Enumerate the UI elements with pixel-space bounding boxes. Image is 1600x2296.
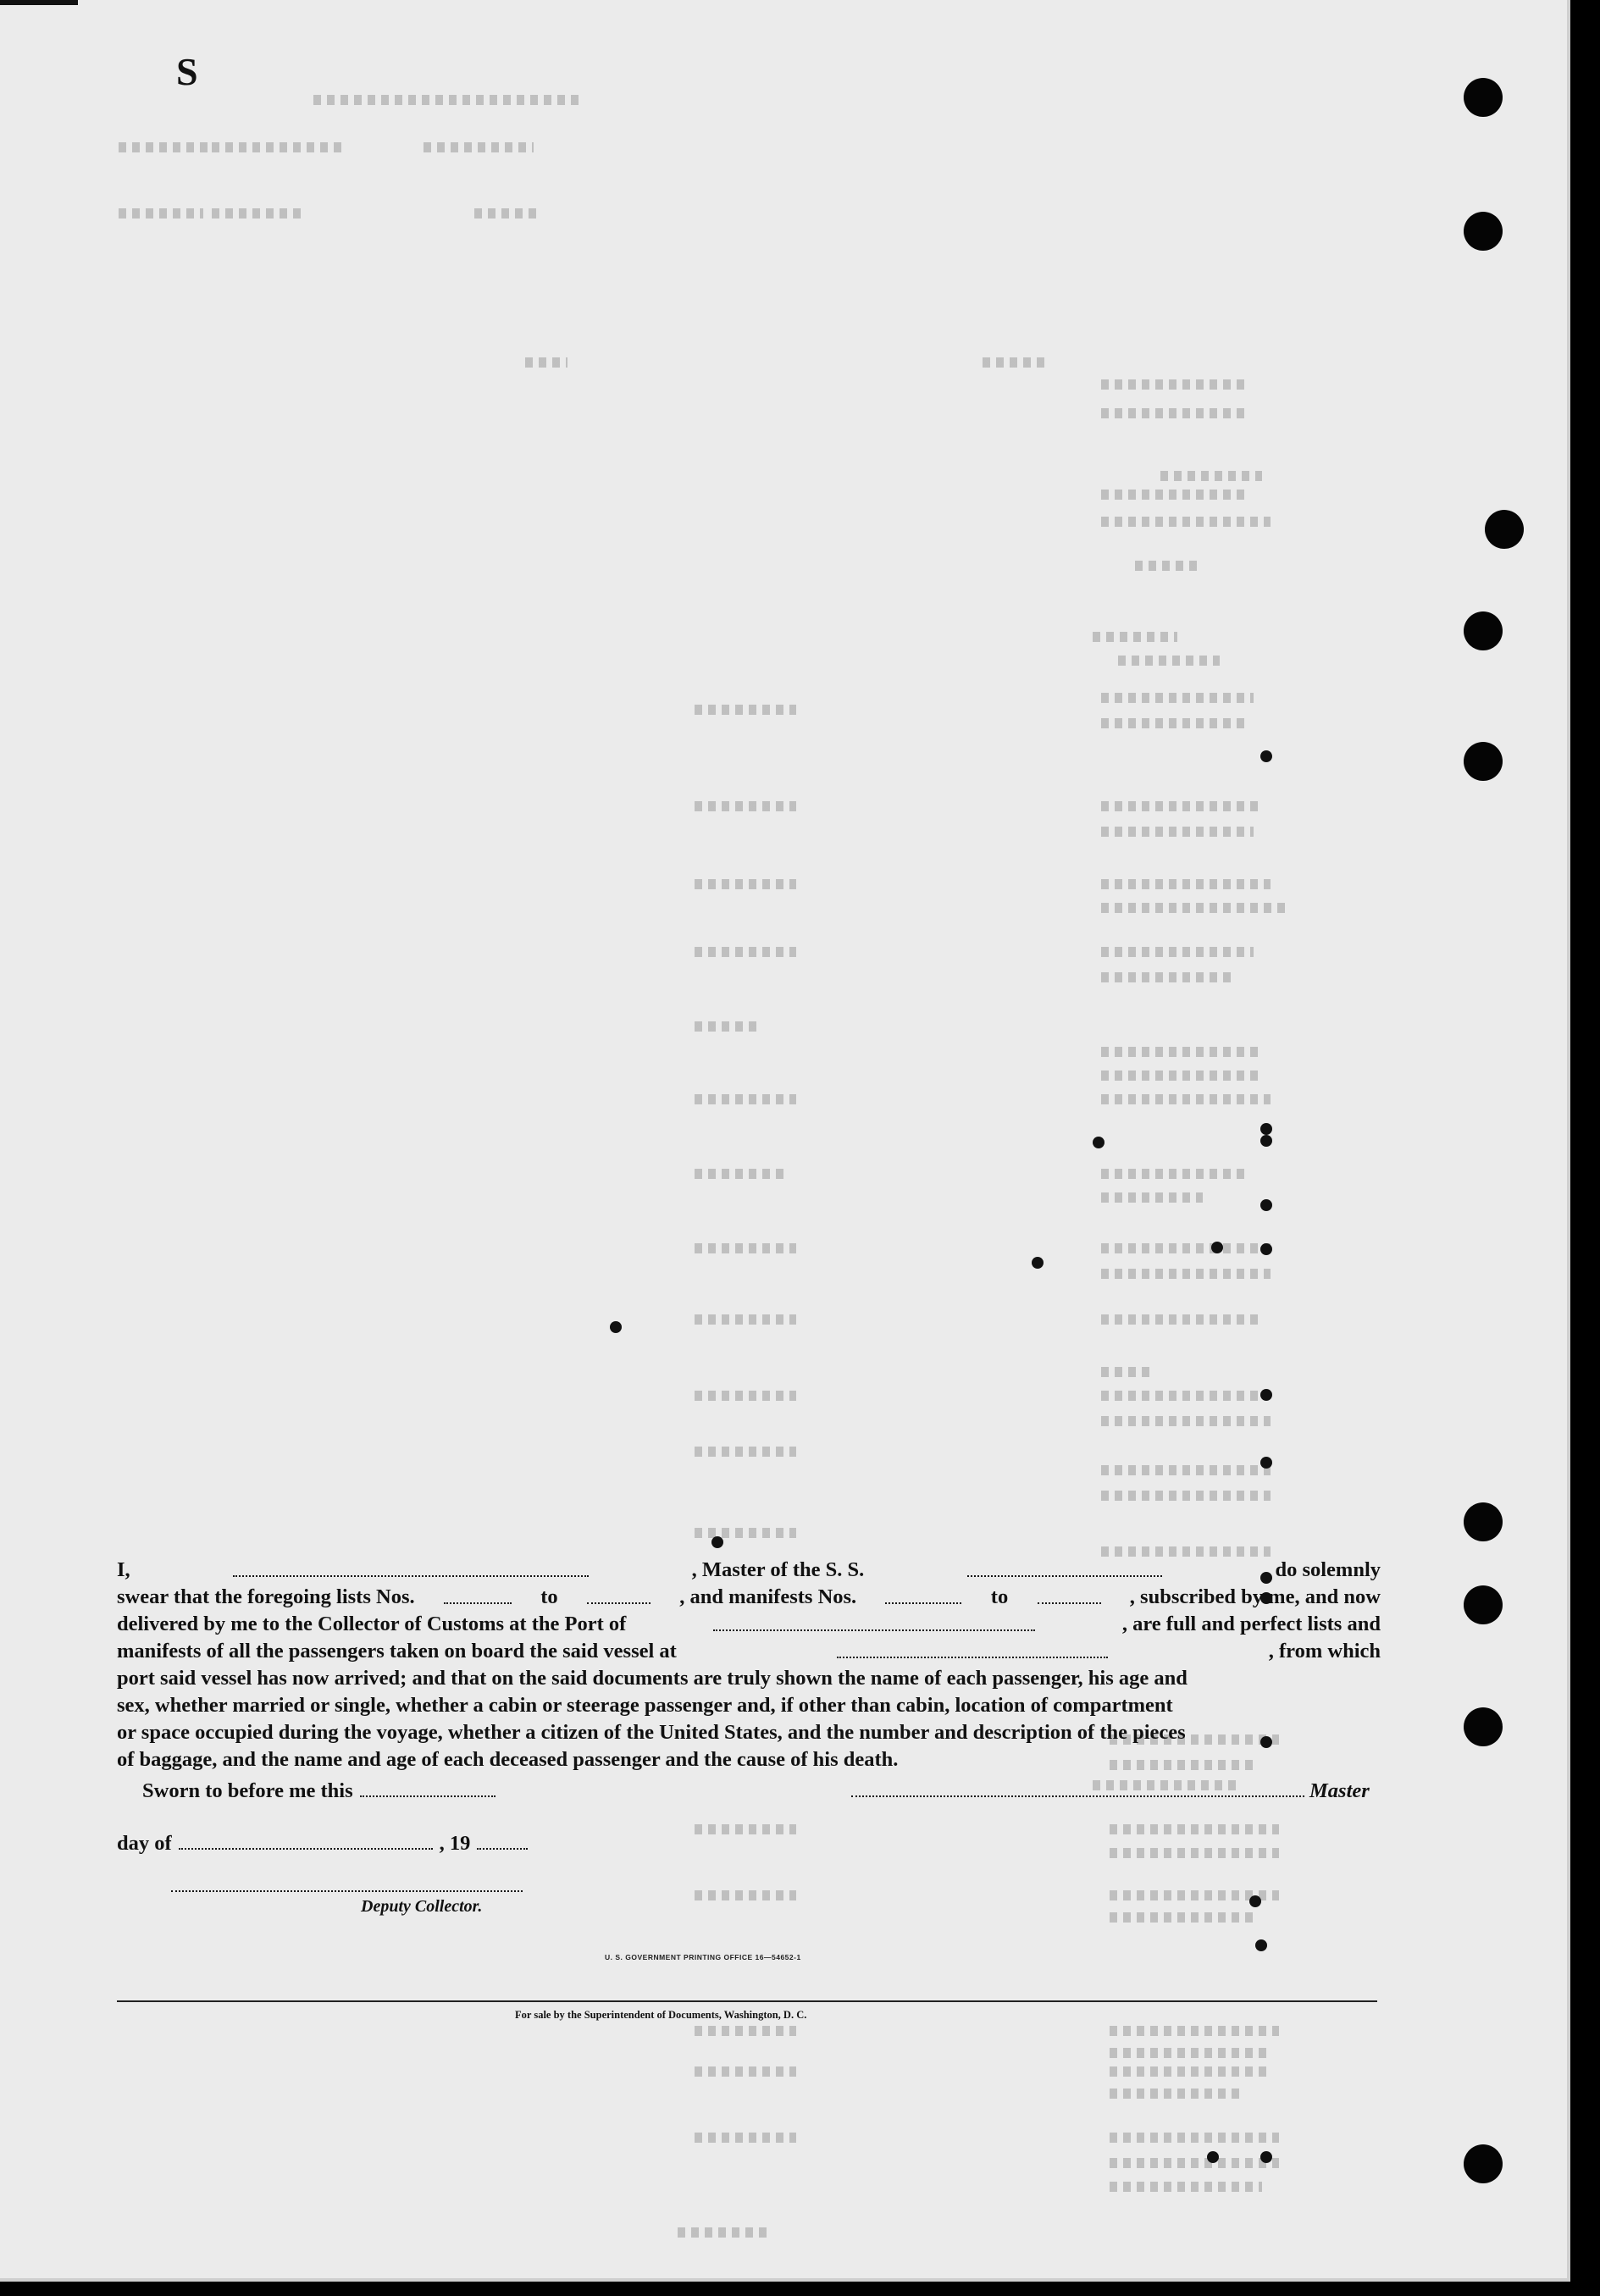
manifest-from-blank bbox=[885, 1584, 961, 1604]
year-blank bbox=[477, 1829, 528, 1850]
master-signature bbox=[851, 1777, 1370, 1803]
ink-dot bbox=[1032, 1257, 1044, 1269]
oath-line: sex, whether married or single, whether a cabin or steerage passenger and, if other than cabin, location of compartment bbox=[117, 1694, 1173, 1717]
oath-line bbox=[117, 1611, 1381, 1638]
footer-rule bbox=[117, 2000, 1377, 2002]
oath-manifests-all: manifests of all the passengers taken on board the said vessel at bbox=[117, 1640, 677, 1663]
ink-dot bbox=[1260, 2151, 1272, 2163]
master-name-blank bbox=[233, 1557, 589, 1577]
ink-dot bbox=[1260, 1199, 1272, 1211]
port-blank bbox=[713, 1611, 1035, 1631]
manifest-to-blank bbox=[1038, 1584, 1101, 1604]
sworn-day-blank bbox=[360, 1777, 496, 1797]
day-of-label: day of bbox=[117, 1832, 172, 1855]
oath-delivered: delivered by me to the Collector of Customs at the Port of bbox=[117, 1613, 627, 1635]
oath-line bbox=[117, 1557, 1381, 1584]
corner-mark: S bbox=[176, 50, 198, 93]
ink-dot bbox=[1255, 1939, 1267, 1951]
ink-dot bbox=[1260, 1135, 1272, 1147]
list-from-blank bbox=[444, 1584, 512, 1604]
oath-line: of baggage, and the name and age of each deceased passenger and the cause of his death. bbox=[117, 1748, 899, 1771]
ink-dot bbox=[1260, 1123, 1272, 1135]
oath-from-which: , from which bbox=[1268, 1640, 1381, 1663]
master-signature-blank bbox=[851, 1777, 1304, 1797]
sworn-label: Sworn to before me this bbox=[142, 1779, 353, 1802]
for-sale-notice: For sale by the Superintendent of Documents, Washington, D. C. bbox=[515, 2009, 807, 2021]
day-of-line bbox=[117, 1829, 528, 1856]
month-blank bbox=[179, 1829, 433, 1850]
oath-line: or space occupied during the voyage, whether a citizen of the United States, and the number and description of the pieces bbox=[117, 1721, 1186, 1744]
ink-dot bbox=[610, 1321, 622, 1333]
oath-manifests: , and manifests Nos. bbox=[679, 1585, 857, 1608]
master-label: Master bbox=[1309, 1779, 1370, 1802]
ink-dot bbox=[1093, 1137, 1104, 1148]
year-prefix: , 19 bbox=[439, 1832, 471, 1855]
oath-to: to bbox=[540, 1585, 558, 1608]
ink-dot bbox=[1207, 2151, 1219, 2163]
deputy-signature-blank bbox=[171, 1890, 523, 1892]
master-oath bbox=[117, 1557, 1381, 1773]
ink-dot bbox=[1260, 1457, 1272, 1469]
oath-line: port said vessel has now arrived; and that on the said documents are truly shown the name of each passenger, his age and bbox=[117, 1667, 1188, 1690]
oath-full: , are full and perfect lists and bbox=[1121, 1613, 1381, 1635]
ink-dot bbox=[1260, 1389, 1272, 1401]
ink-dot bbox=[711, 1536, 723, 1548]
oath-solemnly: , do solemnly bbox=[1265, 1558, 1381, 1581]
ink-dot bbox=[1249, 1895, 1261, 1907]
oath-line bbox=[117, 1584, 1381, 1611]
list-to-blank bbox=[587, 1584, 651, 1604]
printer-imprint: U. S. GOVERNMENT PRINTING OFFICE 16—54652-1 bbox=[605, 1953, 801, 1961]
deputy-collector-label: Deputy Collector. bbox=[361, 1897, 483, 1916]
oath-to: to bbox=[990, 1585, 1009, 1608]
sworn-line bbox=[142, 1777, 496, 1803]
oath-swear: swear that the foregoing lists Nos. bbox=[117, 1585, 415, 1608]
ink-dot bbox=[1211, 1242, 1223, 1253]
ink-dot bbox=[1260, 1243, 1272, 1255]
oath-i: I, bbox=[117, 1558, 130, 1581]
oath-subscribed: , subscribed by me, and now bbox=[1129, 1585, 1381, 1608]
oath-master-of: , Master of the S. S. bbox=[691, 1558, 865, 1581]
ship-name-blank bbox=[967, 1557, 1162, 1577]
ink-dot bbox=[1260, 750, 1272, 762]
departure-port-blank bbox=[837, 1638, 1108, 1658]
oath-line bbox=[117, 1638, 1381, 1665]
